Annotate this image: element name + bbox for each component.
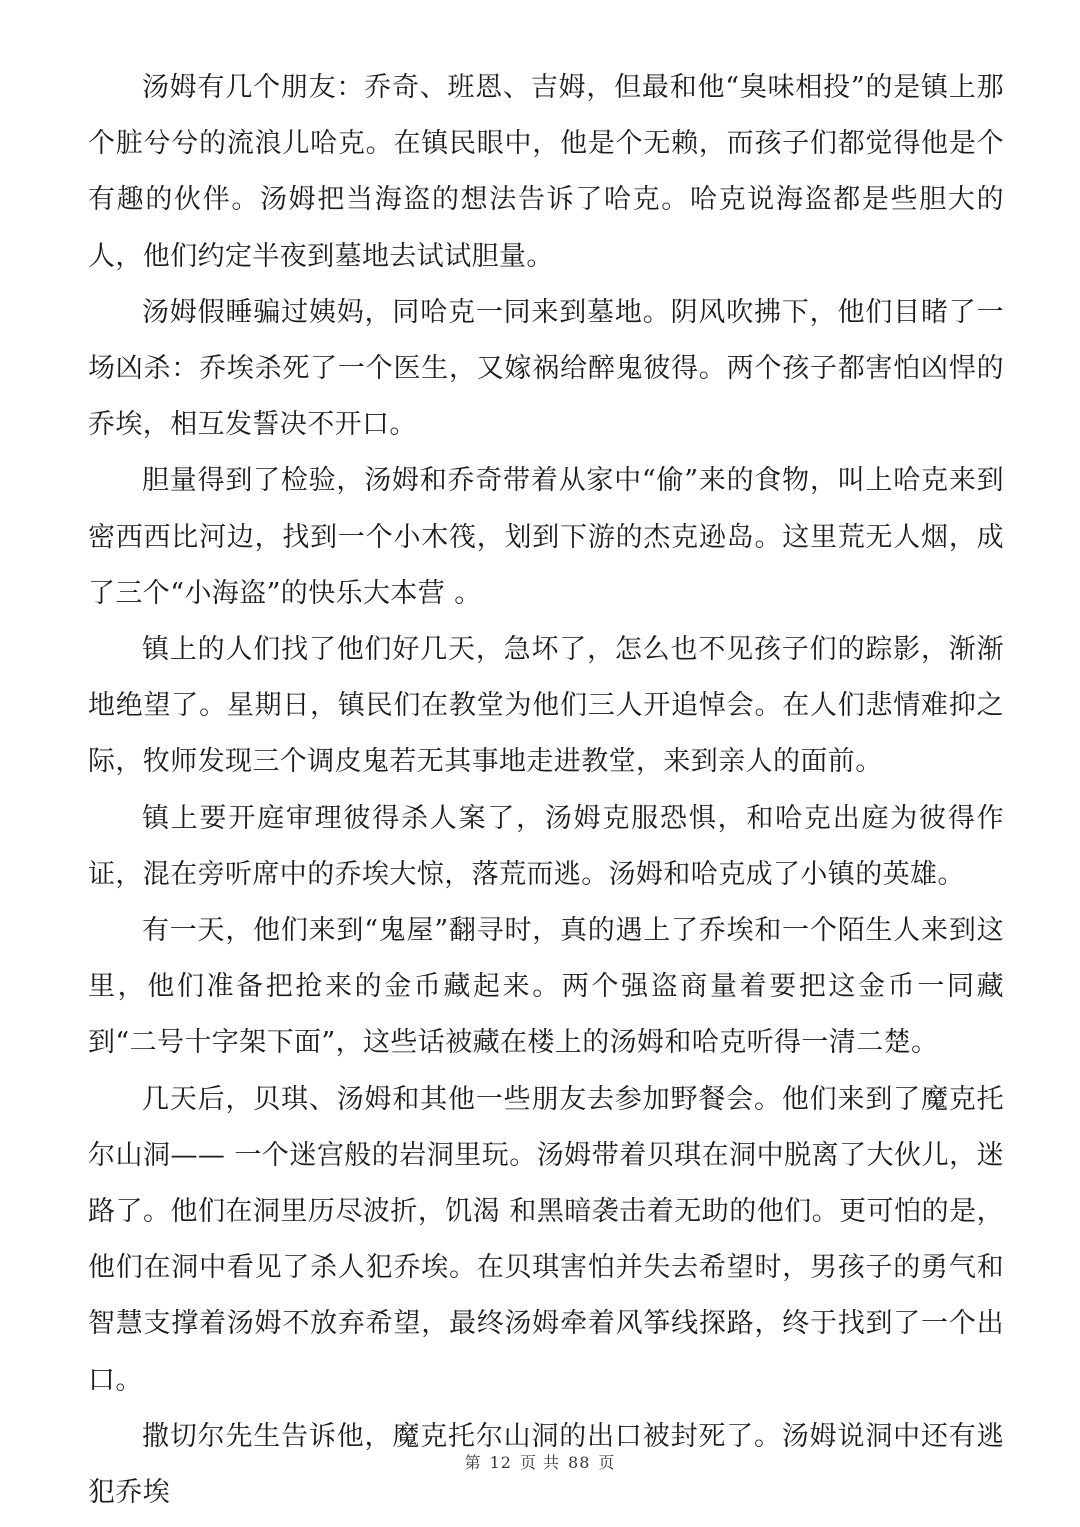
footer-middle: 页 共 — [519, 1453, 561, 1472]
paragraph-7: 几天后，贝琪、汤姆和其他一些朋友去参加野餐会。他们来到了魔克托尔山洞—— 一个迷宫般的岩洞里玩。汤姆带着贝琪在洞中脱离了大伙儿，迷路了。他们在洞里历尽波折，饥渴 和黑暗袭击着无助的他们。更可怕的是，他们在洞中看见了杀人犯乔埃。在贝琪害怕并失去希望时，男孩子的勇气和智慧支撑着汤姆不放弃希望，最终汤姆牵着风筝线探路，终于找到了一个出口。 — [88, 1083, 1004, 1396]
footer-suffix: 页 — [598, 1453, 616, 1472]
paragraph-5: 镇上要开庭审理彼得杀人案了，汤姆克服恐惧，和哈克出庭为彼得作证，混在旁听席中的乔埃大惊，落荒而逃。汤姆和哈克成了小镇的英雄。 — [88, 802, 1004, 890]
footer-page-number: 12 — [489, 1453, 512, 1472]
paragraph-6: 有一天，他们来到“鬼屋”翻寻时，真的遇上了乔埃和一个陌生人来到这里，他们准备把抢来的金币藏起来。两个强盗商量着要把这金币一同藏到“二号十字架下面”，这些话被藏在楼上的汤姆和哈克听得一清二楚。 — [88, 915, 1004, 1059]
document-body — [88, 60, 1004, 1521]
footer-prefix: 第 — [464, 1453, 482, 1472]
paragraph-4: 镇上的人们找了他们好几天，急坏了，怎么也不见孩子们的踪影，渐渐地绝望了。星期日，镇民们在教堂为他们三人开追悼会。在人们悲情难抑之际，牧师发现三个调皮鬼若无其事地走进教堂，来到亲人的面前。 — [88, 634, 1004, 778]
paragraph-3: 胆量得到了检验，汤姆和乔奇带着从家中“偷”来的食物，叫上哈克来到密西西比河边，找到一个小木筏，划到下游的杰克逊岛。这里荒无人烟，成了三个“小海盗”的快乐大本营 。 — [88, 465, 1004, 609]
footer-total-pages: 88 — [568, 1453, 591, 1472]
page-footer — [0, 1450, 1080, 1473]
paragraph-8: 撒切尔先生告诉他，魔克托尔山洞的出口被封死了。汤姆说洞中还有逃犯乔埃 — [88, 1420, 1004, 1509]
paragraph-2: 汤姆假睡骗过姨妈，同哈克一同来到墓地。阴风吹拂下，他们目睹了一场凶杀：乔埃杀死了一个医生，又嫁祸给醉鬼彼得。两个孩子都害怕凶悍的乔埃，相互发誓决不开口。 — [88, 296, 1004, 441]
paragraph-1: 汤姆有几个朋友：乔奇、班恩、吉姆，但最和他“臭味相投”的是镇上那个脏兮兮的流浪儿哈克。在镇民眼中，他是个无赖，而孩子们都觉得他是个有趣的伙伴。汤姆把当海盗的想法告诉了哈克。哈克说海盗都是些胆大的人，他们约定半夜到墓地去试试胆量。 — [88, 72, 1004, 272]
